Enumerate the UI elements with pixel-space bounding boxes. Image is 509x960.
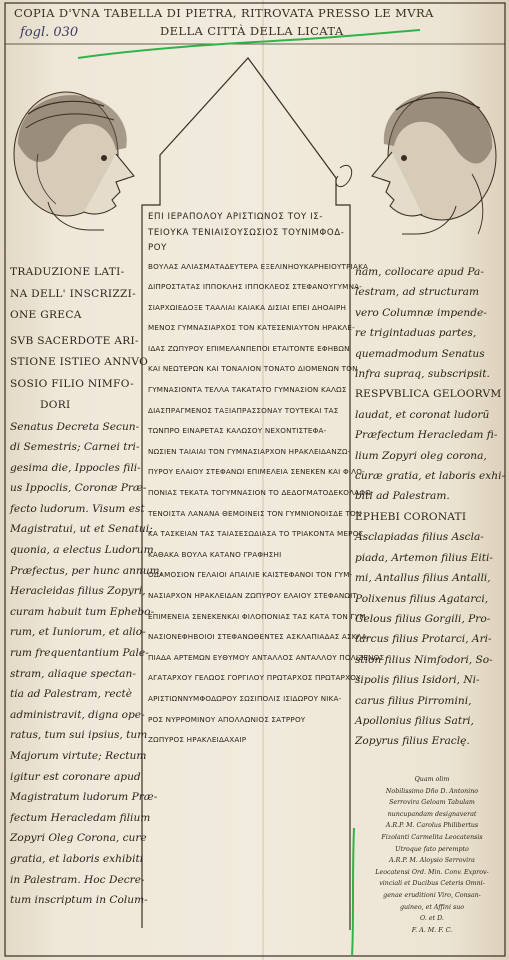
greek-line: ΙΔΑΣ ΖΩΠΥΡΟΥ ΕΠΙΜΕΛΑΝΠΕΠΟΙ ΕΤΑΙΤΟΝΤΕ ΕΦΗΒΩΝ (148, 343, 350, 353)
greek-line: ΖΩΠΥΡΟΣ ΗΡΑΚΛΕΙΔΑΧΑΙΡ (148, 735, 247, 745)
latin-translation-left (10, 262, 163, 911)
translation-title-line: NA DELL' INSCRIZZI- (10, 287, 137, 300)
latin-line: gratia, et laboris exhibiti (10, 852, 144, 865)
latin-line: lestram, ad structuram (355, 286, 479, 299)
greek-line: ΠΙΑΔΑ ΑΡΤΕΜΩΝ ΕΥΘΥΜΟΥ ΑΝΤΑΛΛΟΣ ΑΝΤΑΛΛΟΥ ΠΟΛΙΖΕΝΟΣ (148, 652, 385, 662)
greek-line: ΣΙΑΡΧΩΙΕΔΟΞΕ ΤΑΑΛΙΑΙ ΚΑΙΑΚΑ ΔΙΣΙΑΙ ΕΠΕΙ ΔΗΟΑΙΡΗ (148, 302, 347, 312)
translation-title-line: TRADUZIONE LATI- (10, 266, 125, 278)
latin-line: us Ippoclis, Coronæ Præ- (10, 482, 147, 495)
note-line: Nobilissimo Dño D. Antonino (385, 787, 479, 795)
latin-line: tia ad Palestram, rectè (10, 688, 133, 701)
latin-line: Senatus Decreta Secun- (10, 420, 140, 433)
note-line: genae eruditioni Viro, Consan- (383, 891, 481, 899)
greek-line: ΝΑΣΙΑΡΧΟΝ ΗΡΑΚΛΕΙΔΑΝ ΖΩΠΥΡΟΥ ΕΛΑΙΟΥ ΣΤΕΦΑΝΩΙΤ (148, 591, 358, 600)
latin-line: rum frequentantium Pale- (10, 647, 149, 660)
latin-line: Zopyrus filius Eraclę. (355, 735, 470, 748)
note-line: F. A. M. F. C. (411, 926, 453, 934)
folio-annotation: fogl. 030 (20, 25, 79, 40)
latin-line: rum, et Iuniorum, et alio- (10, 626, 146, 639)
latin-line: stram, aliaque spectan- (10, 667, 136, 680)
latin-line: piada, Artemon filius Eiti- (355, 551, 493, 564)
title-line-1: COPIA D'VNA TABELLA DI PIETRA, RITROVATA PRESSO LE MVRA (14, 6, 434, 20)
latin-line: fectum Heracledam filium (10, 811, 151, 824)
note-line: Fizolanti Carmelita Leocatensis (381, 833, 483, 841)
latin-line: administravit, digna ope- (10, 708, 145, 721)
right-portrait (360, 84, 502, 244)
note-line: O. et D. (420, 915, 444, 923)
dedication-note (363, 774, 501, 936)
greek-line: ΜΕΝΟΣ ΓΥΜΝΑΣΙΑΡΧΟΣ ΤΟΝ ΚΑΤΕΣΕΝΙΑΥΤΟΝ ΗΡΑΚΛΕ- (148, 323, 355, 333)
latin-line: in Palestram. Hoc Decre- (10, 873, 145, 886)
greek-line: ΝΩΣΙΕΝ ΤΑΙΑΙΑΙ ΤΟΝ ΓΥΜΝΑΣΙΑΡΧΟΝ ΗΡΑΚΛΕΙΔΑΝΖΩ- (148, 446, 351, 456)
greek-line: ΕΠΙ ΙΕΡΑΠΟΛΟΥ ΑΡΙΣΤΙΩΝΟΣ ΤΟΥ ΙΣ- (148, 212, 324, 222)
latin-line: curæ gratia, et laboris exhi- (355, 470, 506, 483)
latin-line: Asclapiadas filius Ascla- (355, 531, 484, 544)
greek-line: ΤΩΝΠΡΟ ΕΙΝΑΡΕΤΑΣ ΚΑΛΩΣΟΥ ΝΕΧΟΝΤΙΣΤΕΦΑ- (148, 426, 327, 436)
latin-line: gesima die, Ippocles fili- (10, 461, 141, 474)
note-line: Quam olim (414, 776, 450, 783)
latin-line: tum inscriptum in Colum- (10, 894, 148, 907)
latin-line: carus filius Pirromini, (355, 694, 472, 707)
latin-line: re trigintaduas partes, (355, 327, 477, 340)
greek-line: ΒΟΥΛΑΣ ΑΛΙΑΣΜΑΤΑΔΕΥΤΕΡΑ ΕΞΕΛΙΝΗΟΥΚΑΡΗΕΙΟΥΤΡΙΑΚΑ (148, 261, 369, 271)
title-line-2: DELLA CITTÀ DELLA LICATA (160, 24, 344, 38)
ephebi-heading: EPHEBI CORONATI (355, 510, 467, 523)
latin-line: sipolis filius Isidori, Ni- (355, 674, 480, 687)
latin-line: lium Zopyri oleg corona, (355, 449, 487, 462)
greek-line: ΝΑΣΙΟΝΕΦΗΒΟΙΟΙ ΣΤΕΦΑΝΩΘΕΝΤΕΣ ΑΣΚΛΑΠΙΑΔΑΣ ΑΣΚΛΑ- (148, 632, 370, 642)
note-line: A.R.P. M. Carolus Philibertus (385, 822, 479, 830)
latin-line: Magistratui, ut et Senatui; (10, 523, 153, 536)
note-line: nuncupandam designaverat (387, 810, 477, 818)
greek-line: ΠΥΡΟΥ ΕΛΑΙΟΥ ΣΤΕΦΑΝΩΙ ΕΠΙΜΕΛΕΙΑ ΣΕΝΕΚΕΝ ΚΑΙ ΦΙΛΟ- (148, 467, 365, 477)
note-line: vinciali et Ducibus Ceteris Omni- (379, 880, 485, 888)
latin-line: quonia, a electus Ludorum (10, 544, 154, 557)
greek-line: ΔΙΑΣΠΡΑΓΜΕΝΟΣ ΤΑΞΙΑΠΡΑΣΣΟΝΑΥ ΤΟΥΤΕΚΑΙ ΤΑΣ (148, 405, 339, 415)
greek-line: ΡΟΥ (148, 243, 167, 253)
latin-line: Polixenus filius Agatarci, (355, 592, 489, 605)
latin-line: ratus, tum sui ipsius, tum (10, 729, 148, 742)
subtitle-line: DORI (40, 399, 71, 411)
greek-inscription (148, 210, 385, 751)
latin-line: tarcus filius Protarci, Ari- (355, 633, 492, 646)
latin-line: Zopyri Oleg Corona, cure (10, 832, 147, 845)
latin-line: igitur est coronare apud (10, 770, 141, 783)
greek-line: ΑΓΑΤΑΡΧΟΥ ΓΕΛΩΟΣ ΓΟΡΓΙΛΟΥ ΠΡΩΤΑΡΧΟΣ ΠΡΩΤΑΡΧΟΥ (148, 673, 361, 683)
greek-line: ΚΑ ΤΑΣΚΕΙΑΝ ΤΑΣ ΤΑΙΑΣΕΣΩΔΙΑΣΑ ΤΟ ΤΡΙΑΚΟΝΤΑ ΜΕΡΟΣ (148, 529, 364, 539)
greek-line: ΚΑΙ ΝΕΩΤΕΡΩΝ ΚΑΙ ΤΟΝΑΛΙΟΝ ΤΟΝΑΤΟ ΔΙΟΜΕΝΩΝ ΤΟΝ (148, 364, 358, 374)
subtitle-line: STIONE ISTIEO ANNVO (10, 356, 149, 368)
latin-line: stion filius Nimfodori, So- (355, 653, 493, 666)
latin-line: di Semestris; Carnei tri- (10, 441, 140, 454)
note-line: guineo, et Affini suo (399, 903, 465, 911)
latin-line: biti ad Palestram. (355, 490, 450, 503)
green-margin-annotation (352, 828, 354, 956)
translation-title-line: ONE GRECA (10, 309, 82, 321)
greek-line: ΤΕΝΟΙΣΤΑ ΛΑΝΑΝΑ ΘΕΜΟΙΝΕΙΣ ΤΟΝ ΓΥΜΝΙΟΝΟΙΣΔΕ ΤΟΝ (148, 508, 362, 518)
greek-line: ΔΙΠΡΟΣΤΑΤΑΣ ΙΠΠΟΚΛΗΣ ΙΠΠΟΚΛΕΟΣ ΣΤΕΦΑΝΟΥΓΥΜΝΑ- (148, 282, 363, 292)
note-line: A.R.P. M. Aloysio Serrovira (389, 857, 475, 865)
latin-line: curam habuit tum Ephebo- (10, 605, 155, 618)
left-portrait (8, 84, 142, 234)
latin-line: Præfectum Heracledam fi- (355, 429, 498, 442)
latin-line: nam, collocare apud Pa- (355, 266, 484, 278)
latin-translation-right (355, 262, 505, 752)
latin-line: Apollonius filius Satri, (355, 714, 474, 727)
latin-line: vero Columnæ impende- (355, 306, 487, 319)
note-line: Leocatensi Ord. Min. Conv. Exprov- (375, 868, 489, 876)
latin-line: quemadmodum Senatus (355, 347, 485, 360)
greek-line: ΤΕΙΟΥΚΑ ΤΕΝΙΑΙΣΟΥΣΩΣΙΟΣ ΤΟΥΝΙΜΦΟΔ- (148, 227, 345, 238)
respublica-heading: RESPVBLICA GELOORVM (355, 388, 502, 401)
latin-line: Magistratum ludorum Præ- (10, 791, 158, 804)
ribbon-ornament (336, 165, 352, 186)
latin-line: infra supraq, subscripsit. (355, 368, 490, 381)
greek-line: ΑΡΙΣΤΙΩΝΝΥΜΦΟΔΩΡΟΥ ΣΩΣΙΠΟΛΙΣ ΙΣΙΔΩΡΟΥ ΝΙΚΑ- (148, 693, 342, 703)
note-line: Utroque fato perempto (395, 845, 469, 853)
latin-line: mi, Antallus filius Antalli, (355, 572, 491, 585)
greek-line: ΓΥΜΝΑΣΙΟΝΤΑ ΤΕΛΛΑ ΤΑΚΑΤΑΤΟ ΓΥΜΝΑΣΙΟΝ ΚΑΛΩΣ (148, 385, 347, 395)
latin-line: Majorum virtute; Rectum (10, 750, 147, 762)
latin-line: laudat, et coronat ludorũ (355, 408, 490, 421)
latin-line: Præfectus, per hunc annum, (10, 564, 163, 577)
greek-line: ΠΟΝΙΑΣ ΤΕΚΑΤΑ ΤΟΓΥΜΝΑΣΙΟΝ ΤΟ ΔΕΔΟΓΜΑΤΟΔΕΚΟΛΑΦΩ- (148, 488, 374, 498)
latin-line: Heracleidas filius Zopyri, (10, 585, 146, 598)
greek-line: ΚΑΘΑΚΑ ΒΟΥΛΑ ΚΑΤΑΝΟ ΓΡΑΦΗΣΗΙ (148, 549, 282, 559)
greek-line: ΟΔΑΜΟΣΙΟΝ ΓΕΛΑΙΟΙ ΑΠΑΙΛΙΕ ΚΑΙΣΤΕΦΑΝΟΙ ΤΟΝ ΓΥΜ- (148, 570, 353, 580)
subtitle-line: SVB SACERDOTE ARI- (10, 334, 139, 347)
note-line: Serrovira Geloam Tabulam (389, 799, 475, 807)
greek-line: ΡΟΣ ΝΥΡΡΟΜΙΝΟΥ ΑΠΟΛΛΩΝΙΟΣ ΣΑΤΡΡΟΥ (148, 714, 306, 724)
subtitle-line: SOSIO FILIO NIMFO- (10, 377, 134, 390)
latin-line: fecto ludorum. Visum est (10, 502, 145, 515)
greek-line: ΕΠΙΜΕΝΕΙΑ ΣΕΝΕΚΕΝΚΑΙ ΦΙΛΟΠΟΝΙΑΣ ΤΑΣ ΚΑΤΑ ΤΟΝ ΓΥΜ- (148, 611, 369, 621)
latin-line: Gelous filius Gorgili, Pro- (355, 612, 491, 625)
